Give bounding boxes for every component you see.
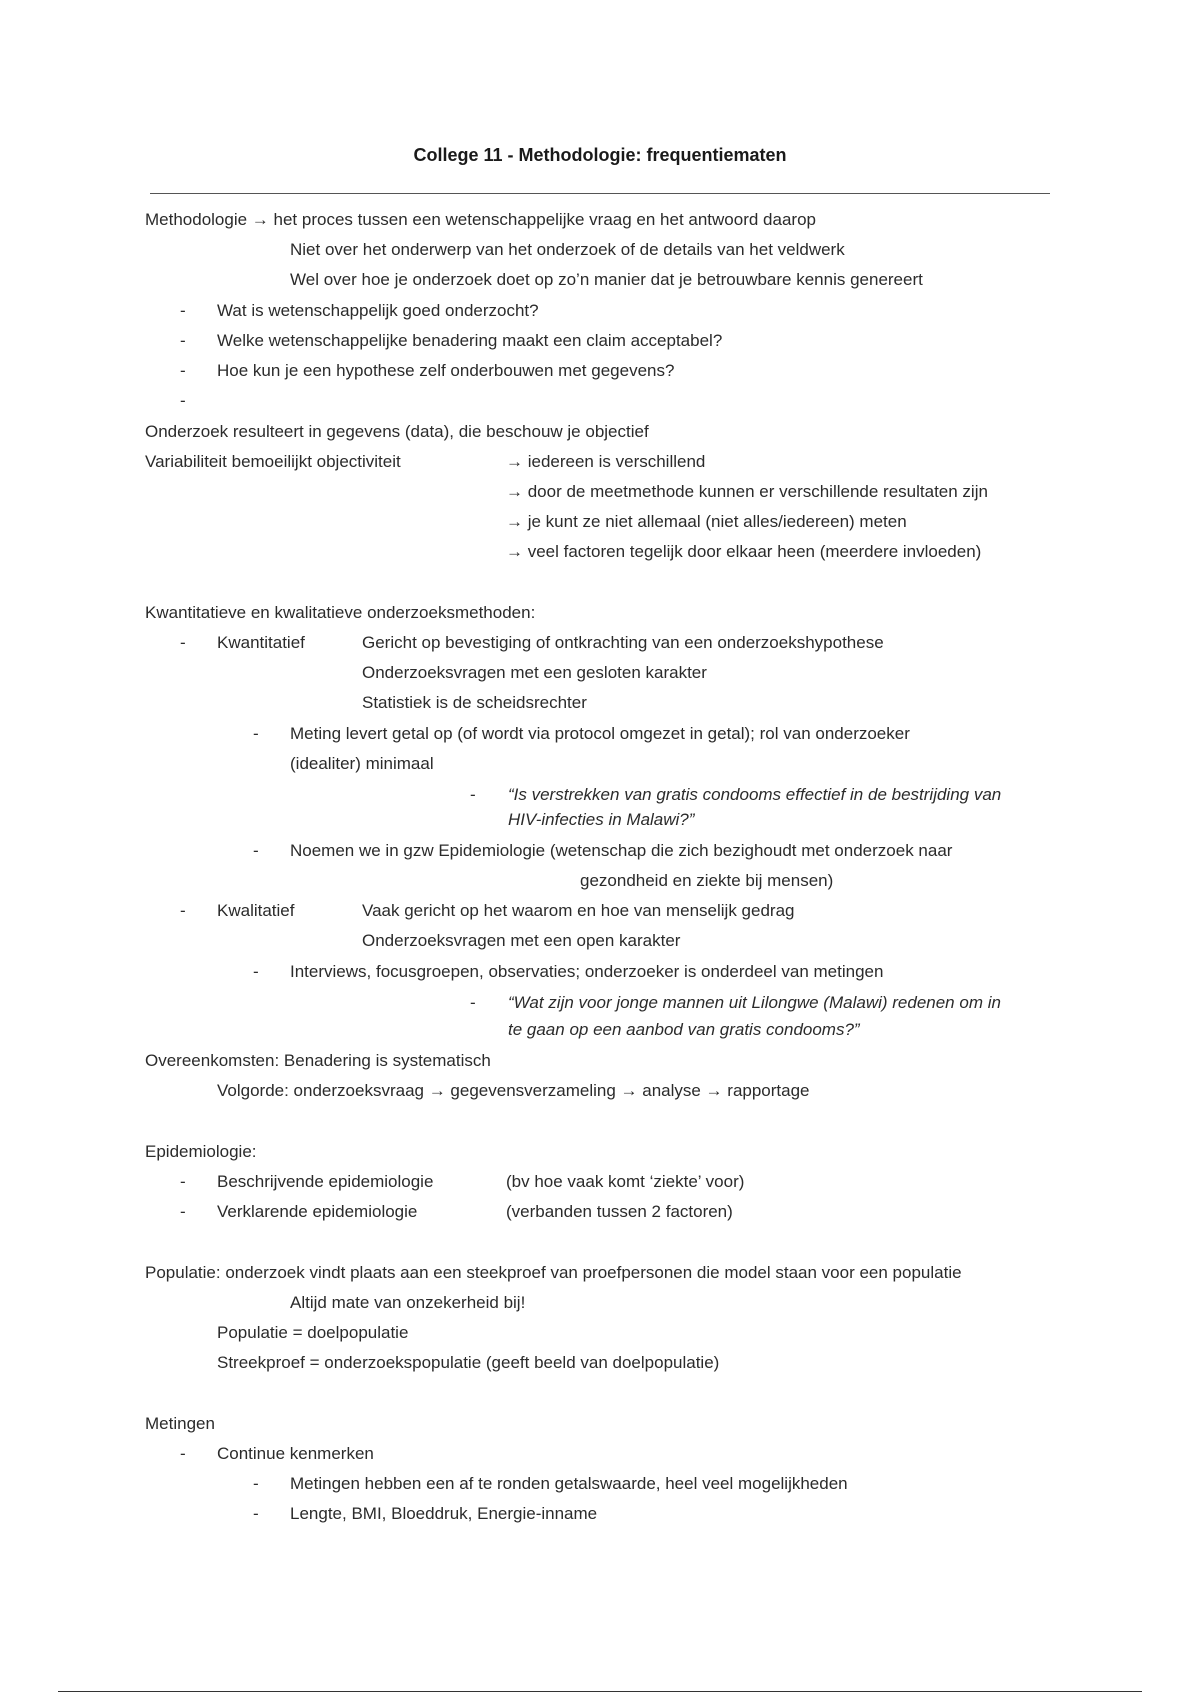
bullet-dash: -	[180, 361, 186, 380]
bullet-dash: -	[180, 901, 186, 920]
measurement-item: Lengte, BMI, Bloeddruk, Energie-inname	[290, 1504, 598, 1523]
bullet-dash: -	[253, 1474, 259, 1493]
qual-label: Kwalitatief	[217, 901, 295, 920]
qual-example-quote: “Wat zijn voor jonge mannen uit Lilongwe (Malawi) redenen om in	[508, 993, 1001, 1012]
similarities-line: Overeenkomsten: Benadering is systematisch	[145, 1051, 491, 1070]
measurements-heading: Metingen	[145, 1414, 215, 1433]
page-title: College 11 - Methodologie: frequentiematen	[413, 145, 787, 165]
methodologie-not-about: Niet over het onderwerp van het onderzoek of de details van het veldwerk	[290, 240, 845, 259]
bullet-dash: -	[180, 633, 186, 652]
question-item: Welke wetenschappelijke benadering maakt een claim acceptabel?	[217, 331, 723, 350]
population-target: Populatie = doelpopulatie	[217, 1323, 409, 1342]
bullet-dash: -	[180, 301, 186, 320]
bullet-dash: -	[470, 785, 476, 804]
order-line: Volgorde: onderzoeksvraag → gegevensverzameling → analyse → rapportage	[217, 1081, 810, 1100]
bullet-dash: -	[253, 1504, 259, 1523]
epidemiology-item-note: (verbanden tussen 2 factoren)	[506, 1202, 733, 1221]
epidemiology-item: Verklarende epidemiologie	[217, 1202, 418, 1221]
question-item: Hoe kun je een hypothese zelf onderbouwen met gegevens?	[217, 361, 675, 380]
variability-reason: → door de meetmethode kunnen er verschillende resultaten zijn	[506, 482, 988, 501]
continuous-label: Continue kenmerken	[217, 1444, 374, 1463]
qual-line: Onderzoeksvragen met een open karakter	[362, 931, 681, 950]
quant-measure-line: (idealiter) minimaal	[290, 754, 434, 773]
methods-heading: Kwantitatieve en kwalitatieve onderzoeksmethoden:	[145, 603, 536, 622]
epidemiology-definition: gezondheid en ziekte bij mensen)	[580, 871, 834, 890]
title-divider	[150, 193, 1050, 194]
qual-measure-line: Interviews, focusgroepen, observaties; onderzoeker is onderdeel van metingen	[290, 962, 884, 981]
bullet-dash: -	[253, 841, 259, 860]
population-sample: Streekproef = onderzoekspopulatie (geeft beeld van doelpopulatie)	[217, 1353, 720, 1372]
bullet-dash: -	[180, 1444, 186, 1463]
population-uncertainty: Altijd mate van onzekerheid bij!	[290, 1293, 526, 1312]
variability-reason: → iedereen is verschillend	[506, 452, 706, 471]
qual-example-quote: te gaan op een aanbod van gratis condooms?”	[508, 1020, 860, 1039]
qual-line: Vaak gericht op het waarom en hoe van menselijk gedrag	[362, 901, 795, 920]
quant-line: Statistiek is de scheidsrechter	[362, 693, 587, 712]
methodologie-about: Wel over hoe je onderzoek doet op zo’n manier dat je betrouwbare kennis genereert	[290, 270, 923, 289]
epidemiology-item-note: (bv hoe vaak komt ‘ziekte’ voor)	[506, 1172, 745, 1191]
quant-example-quote: “Is verstrekken van gratis condooms effectief in de bestrijding van	[508, 785, 1002, 804]
quant-example-quote: HIV-infecties in Malawi?”	[508, 810, 695, 829]
quant-line: Gericht op bevestiging of ontkrachting van een onderzoekshypothese	[362, 633, 884, 652]
bullet-dash: -	[253, 962, 259, 981]
variability-reason: → je kunt ze niet allemaal (niet alles/iedereen) meten	[506, 512, 907, 531]
variability-reason: → veel factoren tegelijk door elkaar heen (meerdere invloeden)	[506, 542, 982, 561]
bullet-dash: -	[180, 1172, 186, 1191]
epidemiology-item: Beschrijvende epidemiologie	[217, 1172, 434, 1191]
population-line: Populatie: onderzoek vindt plaats aan een steekproef van proefpersonen die model staan voor een populatie	[145, 1263, 962, 1282]
bullet-dash: -	[470, 993, 476, 1012]
quant-label: Kwantitatief	[217, 633, 305, 652]
data-objective-line: Onderzoek resulteert in gegevens (data), die beschouw je objectief	[145, 422, 649, 441]
question-item: Wat is wetenschappelijk goed onderzocht?	[217, 301, 539, 320]
page-footer-rule	[58, 1691, 1142, 1692]
quant-line: Onderzoeksvragen met een gesloten karakter	[362, 663, 707, 682]
epidemiology-definition: Noemen we in gzw Epidemiologie (wetenschap die zich bezighoudt met onderzoek naar	[290, 841, 953, 860]
bullet-dash: -	[180, 391, 186, 410]
bullet-dash: -	[180, 1202, 186, 1221]
bullet-dash: -	[253, 724, 259, 743]
quant-measure-line: Meting levert getal op (of wordt via protocol omgezet in getal); rol van onderzoeker	[290, 724, 910, 743]
variability-label: Variabiliteit bemoeilijkt objectiviteit	[145, 452, 401, 471]
methodologie-definition: Methodologie → het proces tussen een wetenschappelijke vraag en het antwoord daarop	[145, 210, 816, 229]
bullet-dash: -	[180, 331, 186, 350]
measurement-item: Metingen hebben een af te ronden getalswaarde, heel veel mogelijkheden	[290, 1474, 848, 1493]
epidemiology-heading: Epidemiologie:	[145, 1142, 257, 1161]
